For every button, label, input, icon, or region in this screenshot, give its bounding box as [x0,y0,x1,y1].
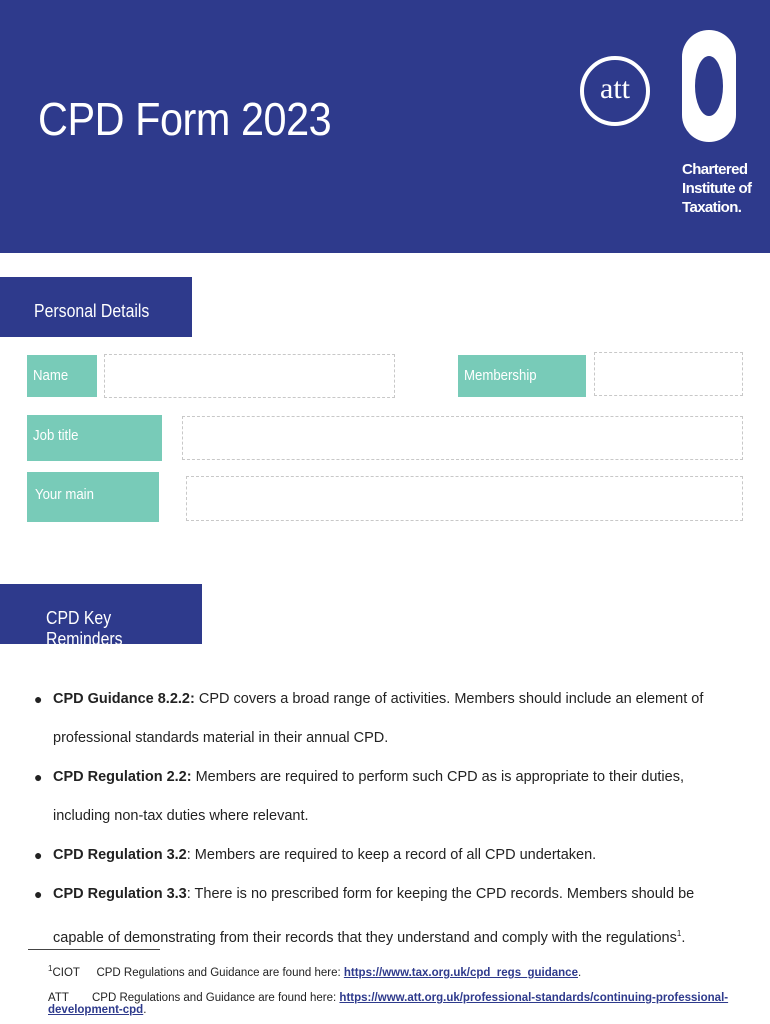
reminder-ref: CPD Guidance 8.2.2: [53,691,195,707]
att-guidance-link[interactable]: https://www.att.org.uk/professional-standards/continuing-professional-development-cpd [48,992,729,1016]
reminder-ref: CPD Regulation 3.3 [53,886,187,902]
footnote-org: CIOT [52,966,80,979]
bullet-icon: ● [34,769,43,785]
att-logo-icon [578,50,652,132]
membership-number-label [458,355,586,397]
ciot-name [682,160,762,217]
footnote-end: . [143,1004,147,1016]
name-label [27,355,97,397]
your-main-label [27,472,159,522]
job-title-label-text: Job title [33,427,79,444]
reminder-text: Members are required to perform such CPD as is appropriate to their duties, including non-tax duties where relevant. [53,769,684,824]
list-item [34,836,744,875]
ciot-name-line-1: Chartered [682,161,748,178]
list-item [34,875,744,958]
personal-details-heading [0,277,192,337]
footnote-ciot [48,964,581,979]
cpd-key-reminders-heading-text: CPD Key Reminders [46,608,123,649]
reminder-end: . [681,929,686,946]
footnote-mark: 1 [48,964,53,973]
footnote-ref: 1 [676,929,682,938]
bullet-icon: ● [34,691,43,707]
footnote-att [48,992,770,1016]
reminder-ref: CPD Regulation 3.2 [53,847,187,863]
cpd-key-reminders-heading [0,584,202,649]
your-main-label-text: Your main [35,486,94,503]
ciot-name-line-2: Institute of [682,180,752,197]
list-item [34,758,744,836]
footnote-divider [28,949,160,950]
att-logo-text: att [600,72,630,105]
your-main-field[interactable] [186,476,743,521]
bullet-icon: ● [34,847,43,863]
job-title-label [27,415,162,461]
reminders-list [34,680,744,958]
footnote-end: . [577,966,582,979]
ciot-guidance-link[interactable]: https://www.tax.org.uk/cpd_regs_guidance [343,966,578,979]
reminder-text: : Members are required to keep a record of all CPD undertaken. [186,847,597,863]
ciot-name-line-3: Taxation. [682,199,742,216]
job-title-field[interactable] [182,416,743,460]
name-field[interactable] [104,354,395,398]
page-title: CPD Form 2023 [38,93,332,145]
footnote-text: CPD Regulations and Guidance are found here: [96,966,344,979]
reminder-ref: CPD Regulation 2.2: [53,769,192,785]
footnote-text: CPD Regulations and Guidance are found here: [92,992,340,1004]
ciot-logo-icon [680,28,738,144]
reminder-text: : There is no prescribed form for keeping the CPD records. Members should be capable of demonstrating from their records that they understand and comply with the regulations [53,886,695,946]
bullet-icon: ● [34,886,43,902]
list-item [34,680,744,758]
footnote-org: ATT [48,992,69,1004]
membership-number-label-text: Membership [464,367,537,384]
reminder-text: CPD covers a broad range of activities. Members should include an element of professional standards material in their annual CPD. [53,691,704,746]
name-label-text: Name [33,367,69,384]
personal-details-heading-text: Personal Details [34,301,150,321]
header-banner [0,0,770,253]
membership-number-field[interactable] [594,352,743,396]
